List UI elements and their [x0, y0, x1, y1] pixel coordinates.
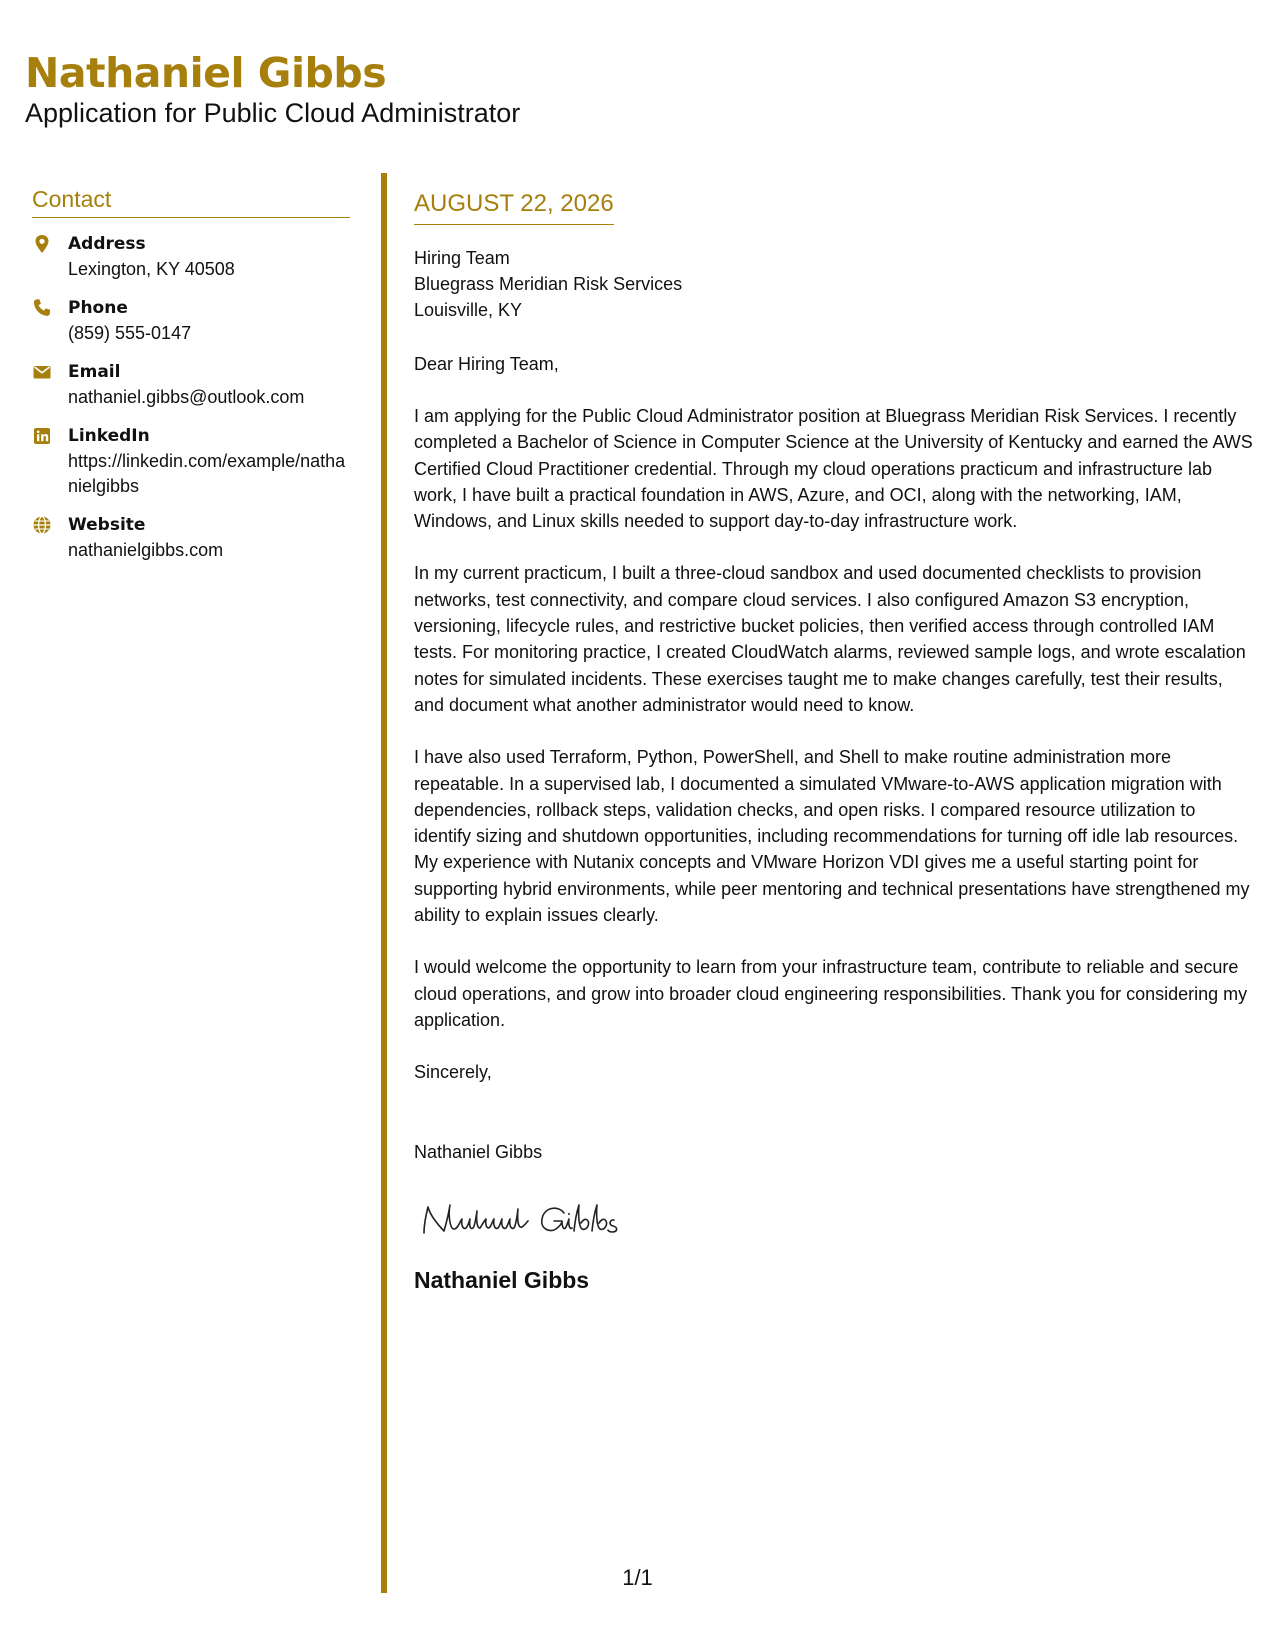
vertical-divider	[381, 173, 387, 1593]
page-number: 1/1	[622, 1565, 653, 1590]
greeting: Dear Hiring Team,	[414, 354, 559, 374]
applicant-name: Nathaniel Gibbs	[25, 49, 387, 97]
body-paragraph-1: I am applying for the Public Cloud Administrator position at Bluegrass Meridian Risk Services. I recently completed a Bachelor of Science in Computer Science at the University of Kentucky and earned the AWS Certified Cloud Practitioner credential. Through my cloud operations practicum and infrastructure lab work, I have built a practical foundation in AWS, Azure, and OCI, along with the networking, IAM, Windows, and Linux skills needed to support day-to-day infrastructure work.	[414, 406, 1253, 532]
contact-item-phone	[32, 296, 350, 346]
address-label: Address	[68, 234, 146, 254]
email-value[interactable]: nathaniel.gibbs@outlook.com	[68, 387, 305, 407]
contact-item-website	[32, 513, 350, 563]
body-paragraph-3: I have also used Terraform, Python, PowerShell, and Shell to make routine administration more repeatable. In a supervised lab, I documented a simulated VMware-to-AWS application migration with dependencies, rollback steps, validation checks, and open risks. I compared resource utilization to identify sizing and shutdown opportunities, including recommendations for turning off idle lab resources. My experience with Nutanix concepts and VMware Horizon VDI gives me a useful starting point for supporting hybrid environments, while peer mentoring and technical presentations have strengthened my ability to explain issues clearly.	[414, 747, 1250, 926]
website-value[interactable]: nathanielgibbs.com	[68, 540, 224, 560]
recipient-line-2: Bluegrass Meridian Risk Services	[414, 274, 683, 294]
linkedin-value[interactable]: https://linkedin.com/example/nathanielgibbs	[68, 451, 346, 496]
contact-item-email	[32, 360, 350, 410]
body-paragraph-4: I would welcome the opportunity to learn from your infrastructure team, contribute to reliable and secure cloud operations, and grow into broader cloud engineering responsibilities. Thank you for considering my application.	[414, 957, 1248, 1030]
contact-heading: Contact	[32, 186, 350, 218]
website-label: Website	[68, 515, 146, 535]
letter-date: AUGUST 22, 2026	[414, 190, 614, 225]
email-label: Email	[68, 362, 121, 382]
typed-name: Nathaniel Gibbs	[414, 1142, 543, 1163]
recipient-line-1: Hiring Team	[414, 248, 510, 268]
contact-item-linkedin	[32, 424, 350, 499]
body-paragraph-2: In my current practicum, I built a three-cloud sandbox and used documented checklists to provision networks, test connectivity, and compare cloud services. I also configured Amazon S3 encryption, versioning, lifecycle rules, and restrictive bucket policies, then verified access through controlled IAM tests. For monitoring practice, I created CloudWatch alarms, reviewed sample logs, and wrote escalation notes for simulated incidents. These exercises taught me to make changes carefully, test their results, and document what another administrator would need to know.	[414, 563, 1246, 715]
phone-value: (859) 555-0147	[68, 323, 192, 343]
contact-sidebar	[32, 186, 350, 577]
recipient-line-3: Louisville, KY	[414, 300, 523, 320]
phone-label: Phone	[68, 298, 128, 318]
phone-icon	[32, 296, 68, 346]
handwritten-signature	[414, 1195, 1254, 1243]
linkedin-icon	[32, 424, 68, 499]
closing: Sincerely,	[414, 1062, 492, 1083]
address-value: Lexington, KY 40508	[68, 259, 235, 279]
letter-body	[414, 190, 1254, 1295]
location-pin-icon	[32, 232, 68, 282]
signatory-name: Nathaniel Gibbs	[414, 1267, 590, 1294]
contact-item-address	[32, 232, 350, 282]
recipient-block	[414, 245, 1254, 323]
application-subtitle: Application for Public Cloud Administrator	[25, 98, 521, 128]
linkedin-label: LinkedIn	[68, 426, 150, 446]
envelope-icon	[32, 360, 68, 410]
globe-icon	[32, 513, 68, 563]
letter-header	[25, 48, 520, 130]
